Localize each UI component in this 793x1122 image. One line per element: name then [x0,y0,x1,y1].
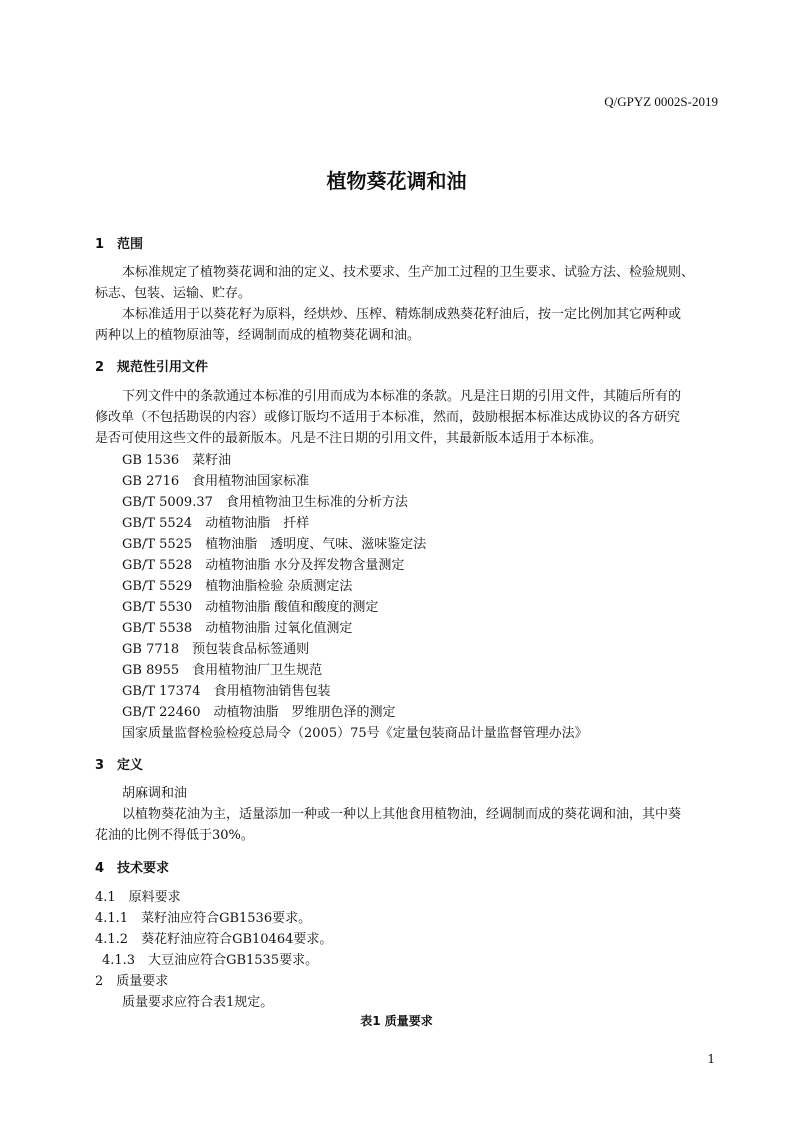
reference-item: GB/T 5525 植物油脂 透明度、气味、滋味鉴定法 [122,537,427,552]
clause-4-1-3: 4.1.3 大豆油应符合GB1535要求。 [102,953,319,968]
page-number: 1 [707,1052,715,1066]
clause-quality-text: 质量要求应符合表1规定。 [122,995,274,1010]
reference-item: GB 1536 菜籽油 [122,453,232,468]
reference-item: GB/T 5009.37 食用植物油卫生标准的分析方法 [122,495,408,510]
clause-quality: 2 质量要求 [95,974,169,989]
reference-item: GB/T 5528 动植物油脂 水分及挥发物含量测定 [122,558,405,573]
table-caption: 表1 质量要求 [360,1014,433,1028]
reference-item: GB/T 17374 食用植物油销售包装 [122,684,331,699]
reference-item: GB/T 5530 动植物油脂 酸值和酸度的测定 [122,600,379,615]
reference-item: GB 7718 预包装食品标签通则 [122,642,310,657]
clause-4-1-2: 4.1.2 葵花籽油应符合GB10464要求。 [95,932,333,947]
reference-item: 国家质量监督检验检疫总局令（2005）75号《定量包装商品计量监督管理办法》 [122,726,588,741]
reference-item: GB/T 5529 植物油脂检验 杂质测定法 [122,579,353,594]
reference-item: GB/T 22460 动植物油脂 罗维朋色泽的测定 [122,705,396,720]
definition-term: 胡麻调和油 [122,786,188,801]
reference-item: GB/T 5524 动植物油脂 扦样 [122,516,310,531]
section-3-heading: 3 定义 [95,758,144,773]
section-2-para-line-3: 是否可使用这些文件的最新版本。凡是不注日期的引用文件，其最新版本适用于本标准。 [95,431,603,446]
section-2-heading: 2 规范性引用文件 [95,360,209,375]
section-1-para-2-line-1: 本标准适用于以葵花籽为原料，经烘炒、压榨、精炼制成熟葵花籽油后，按一定比例加其它两种或 [122,307,682,322]
section-1-para-1-line-1: 本标准规定了植物葵花调和油的定义、技术要求、生产加工过程的卫生要求、试验方法、检验规则、 [122,265,695,280]
document-title: 植物葵花调和油 [326,169,467,193]
section-1-para-2-line-2: 两种以上的植物原油等，经调制而成的植物葵花调和油。 [95,328,421,343]
section-4-heading: 4 技术要求 [95,861,170,876]
definition-line-2: 花油的比例不得低于30%。 [95,828,254,843]
reference-item: GB 2716 食用植物油国家标准 [122,474,310,489]
section-1-para-1-line-2: 标志、包装、运输、贮存。 [95,286,252,301]
clause-4-1-1: 4.1.1 菜籽油应符合GB1536要求。 [95,911,312,926]
clause-4-1: 4.1 原料要求 [95,890,181,905]
section-2-para-line-1: 下列文件中的条款通过本标准的引用而成为本标准的条款。凡是注日期的引用文件，其随后所有的 [122,389,682,404]
section-1-heading: 1 范围 [95,237,144,252]
reference-item: GB 8955 食用植物油厂卫生规范 [122,663,323,678]
section-2-para-line-2: 修改单（不包括勘误的内容）或修订版均不适用于本标准，然而，鼓励根据本标准达成协议的各方研究 [95,410,681,425]
document-code: Q/GPYZ 0002S-2019 [604,94,718,109]
reference-item: GB/T 5538 动植物油脂 过氧化值测定 [122,621,353,636]
definition-line-1: 以植物葵花油为主，适量添加一种或一种以上其他食用植物油，经调制而成的葵花调和油，其中葵 [122,807,682,822]
